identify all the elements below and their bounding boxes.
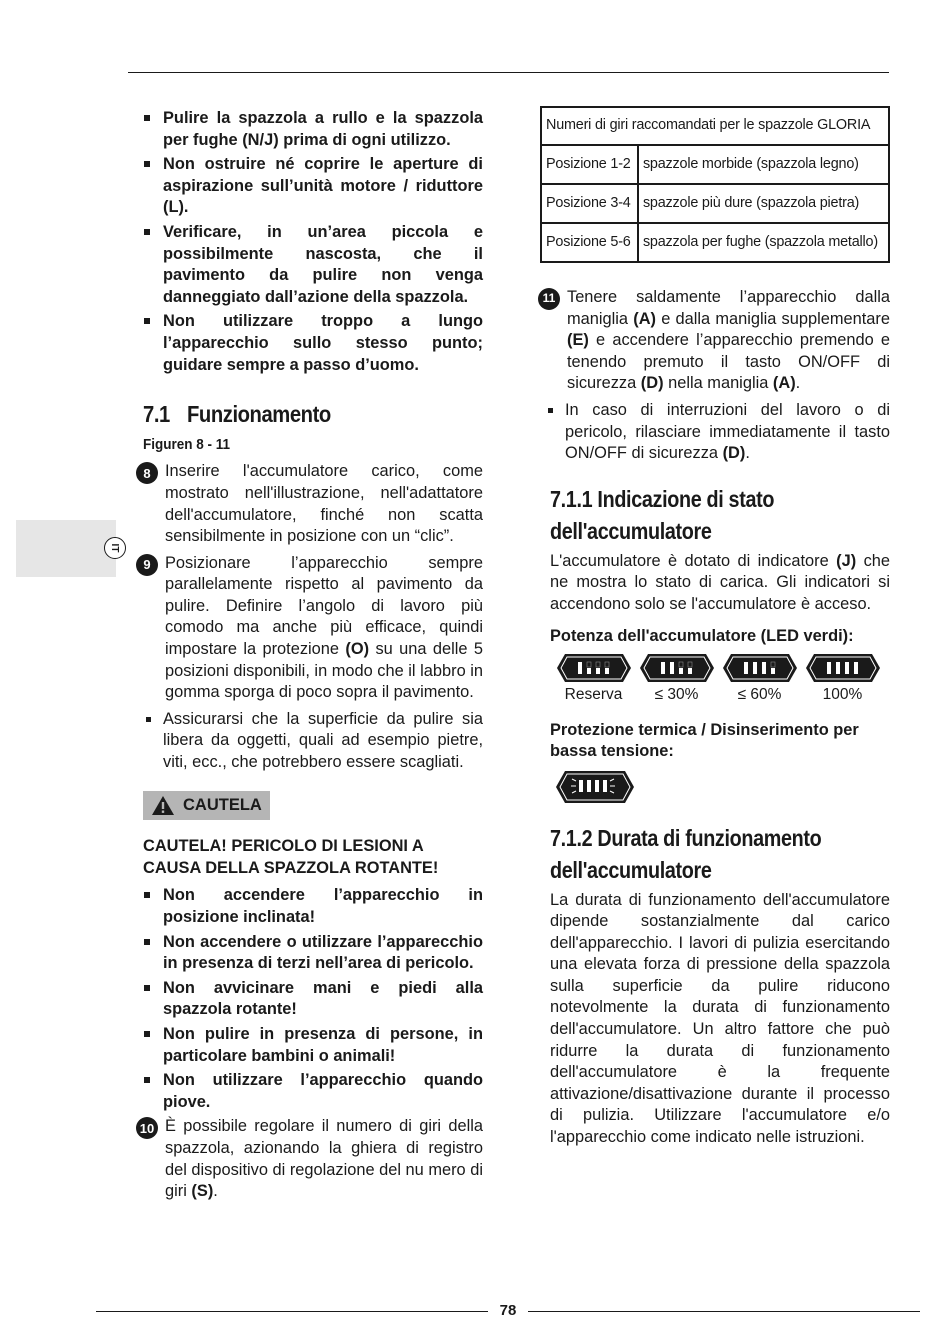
step-text: su una delle 5 posizioni disponibili, in modo che il labbro in gomma sporga di poco sopra il pavimento.: [165, 640, 483, 702]
list-item: Non accendere l’apparecchio in posizione inclinata!: [138, 885, 483, 928]
language-badge: IT: [104, 537, 126, 559]
step-text: .: [213, 1182, 218, 1201]
bottom-rule-left: [96, 1311, 488, 1312]
page-number: 78: [499, 1302, 517, 1319]
step-text: nella maniglia: [663, 374, 773, 393]
brush-speed-table: [540, 106, 890, 263]
table-cell-position: Posizione 5-6: [541, 223, 638, 262]
key-letter: (A): [772, 374, 796, 393]
step-10: [138, 1116, 483, 1202]
key-letter: (J): [836, 551, 857, 570]
right-column: [540, 106, 890, 1159]
battery-blinking-icon: [555, 769, 635, 805]
language-side-tab: [16, 520, 121, 577]
bottom-rule-right: [528, 1311, 920, 1312]
table-row: [541, 223, 889, 262]
section-heading-7-1: [143, 401, 442, 428]
led-level-item: [555, 653, 632, 706]
table-header-row: [541, 107, 889, 145]
key-letter: (A): [633, 309, 656, 328]
battery-led-3-icon: [722, 653, 798, 683]
led-level-item: [721, 653, 798, 706]
left-column: [138, 108, 483, 1208]
section-heading-7-1-1: 7.1.1 Indicazione di stato dell'accumulatore: [550, 485, 775, 544]
section-number: 7.1: [143, 401, 170, 428]
note-list: [138, 709, 483, 774]
section-title: Funzionamento: [187, 401, 331, 428]
step-badge: 8: [136, 462, 158, 484]
led-level-row: [555, 653, 890, 706]
thermal-indicator: [555, 769, 890, 812]
section-heading-7-1-2: 7.1.2 Durata di funzionamento dell'accumulatore: [550, 824, 822, 883]
table-header: Numeri di giri raccomandati per le spazzole GLORIA: [541, 107, 889, 145]
list-item: Assicurarsi che la superficie da pulire sia libera da oggetti, quali ad esempio pietre, viti, ecc., che potrebbero essere scagliati.: [138, 709, 483, 774]
table-cell-brush: spazzola per fughe (spazzola metallo): [638, 223, 889, 262]
led-level-label: ≤ 60%: [737, 686, 782, 704]
list-item: Non ostruire né coprire le aperture di aspirazione sull’unità motore / riduttore (L).: [138, 154, 483, 219]
caution-label-box: [143, 791, 270, 821]
step-text: Posizionare l’apparecchio sempre parallelamente rispetto al pavimento da pulire. Definire l’angolo di lavoro più comodo ma anche più efficace, quindi impostare la protezione: [165, 553, 483, 659]
step-text: e accendere l’apparecchio premendo e tenendo premuto il tasto ON/OFF di sicurezza: [567, 331, 890, 393]
list-item: Non accendere o utilizzare l’apparecchio in presenza di terzi nell’area di pericolo.: [138, 932, 483, 975]
power-title: Potenza dell'accumulatore (LED verdi):: [550, 626, 854, 645]
step-9: [138, 553, 483, 704]
table-cell-brush: spazzole morbide (spazzola legno): [638, 145, 889, 184]
table-row: [541, 145, 889, 184]
intro-bullet-list: [138, 108, 483, 376]
led-level-item: [804, 653, 881, 706]
paragraph-text: che ne mostra lo stato di carica. Gli indicatori si accendono solo se l'accumulatore è acceso.: [550, 551, 890, 613]
battery-led-2-icon: [639, 653, 715, 683]
key-letter: (D): [722, 444, 746, 463]
table-row: [541, 184, 889, 223]
step-badge: 11: [538, 288, 560, 310]
list-item: Pulire la spazzola a rullo e la spazzola per fughe (N/J) prima di ogni utilizzo.: [138, 108, 483, 151]
key-letter: (E): [567, 331, 589, 350]
step-text: È possibile regolare il numero di giri della spazzola, azionando la ghiera di registro del dispositivo di regolazione del nu mero di giri: [165, 1117, 483, 1201]
note-text: .: [745, 444, 750, 463]
list-item: Non utilizzare troppo a lungo l’apparecchio sullo stesso punto; guidare sempre a passo d’uomo.: [138, 311, 483, 376]
list-item: Non avvicinare mani e piedi alla spazzola rotante!: [138, 978, 483, 1021]
note-list: [540, 400, 890, 465]
step-badge: 10: [136, 1117, 158, 1139]
list-item: Non pulire in presenza di persone, in particolare bambini o animali!: [138, 1024, 483, 1067]
battery-led-4-icon: [805, 653, 881, 683]
step-text: e dalla maniglia supplementare: [656, 309, 890, 328]
led-level-label: ≤ 30%: [654, 686, 699, 704]
battery-runtime-text: La durata di funzionamento dell'accumulatore dipende sostanzialmente dal carico dell'apparecchio. I lavori di pulizia esercitando una elevata forza di pressione della spazzola sulla superficie da pulire riducono notevolmente la durata di funzionamento dell'accumulatore. Un altro fattore che può ridurre la durata di funzionamento dell'accumulatore è la frequente attivazione/disattivazione durante il processo di pulizia. Utilizzare l'accumulatore e/o l'apparecchio come indicato nelle istruzioni.: [550, 890, 890, 1147]
list-item: [540, 400, 890, 465]
key-letter: (S): [191, 1182, 214, 1201]
table-cell-position: Posizione 1-2: [541, 145, 638, 184]
caution-bullet-list: [138, 885, 483, 1113]
caution-label: CAUTELA: [183, 795, 262, 814]
warning-triangle-icon: [151, 795, 175, 816]
key-letter: (D): [640, 374, 664, 393]
list-item: Non utilizzare l’apparecchio quando piove.: [138, 1070, 483, 1113]
note-text: In caso di interruzioni del lavoro o di pericolo, rilasciare immediatamente il tasto ON/OFF di sicurezza: [565, 400, 890, 463]
step-text: Tenere saldamente l’apparecchio dalla maniglia: [567, 288, 890, 328]
battery-led-1-icon: [556, 653, 632, 683]
caution-title: CAUTELA! PERICOLO DI LESIONI A CAUSA DELLA SPAZZOLA ROTANTE!: [143, 837, 439, 877]
key-letter: (O): [345, 640, 370, 659]
table-cell-position: Posizione 3-4: [541, 184, 638, 223]
battery-indicator-text: [550, 551, 890, 616]
step-8: [138, 461, 483, 547]
step-text: .: [795, 374, 801, 393]
led-level-item: [638, 653, 715, 706]
thermal-title: Protezione termica / Disinserimento per bassa tensione:: [550, 720, 859, 761]
figure-reference: Figuren 8 - 11: [143, 435, 231, 453]
list-item: Verificare, in un’area piccola e possibilmente nascosta, che il pavimento da pulire non venga danneggiato dall’azione della spazzola.: [138, 222, 483, 308]
led-level-label: Reserva: [564, 686, 623, 704]
led-level-label: 100%: [822, 686, 863, 704]
paragraph-text: L'accumulatore è dotato di indicatore: [550, 551, 837, 570]
step-11: [540, 287, 890, 395]
step-badge: 9: [136, 554, 158, 576]
table-cell-brush: spazzole più dure (spazzola pietra): [638, 184, 889, 223]
step-text: Inserire l'accumulatore carico, come mostrato nell'illustrazione, nell'adattatore dell'accumulatore, finché non scatta sensibilmente in posizione con un “clic”.: [165, 462, 483, 546]
top-rule: [128, 72, 889, 73]
